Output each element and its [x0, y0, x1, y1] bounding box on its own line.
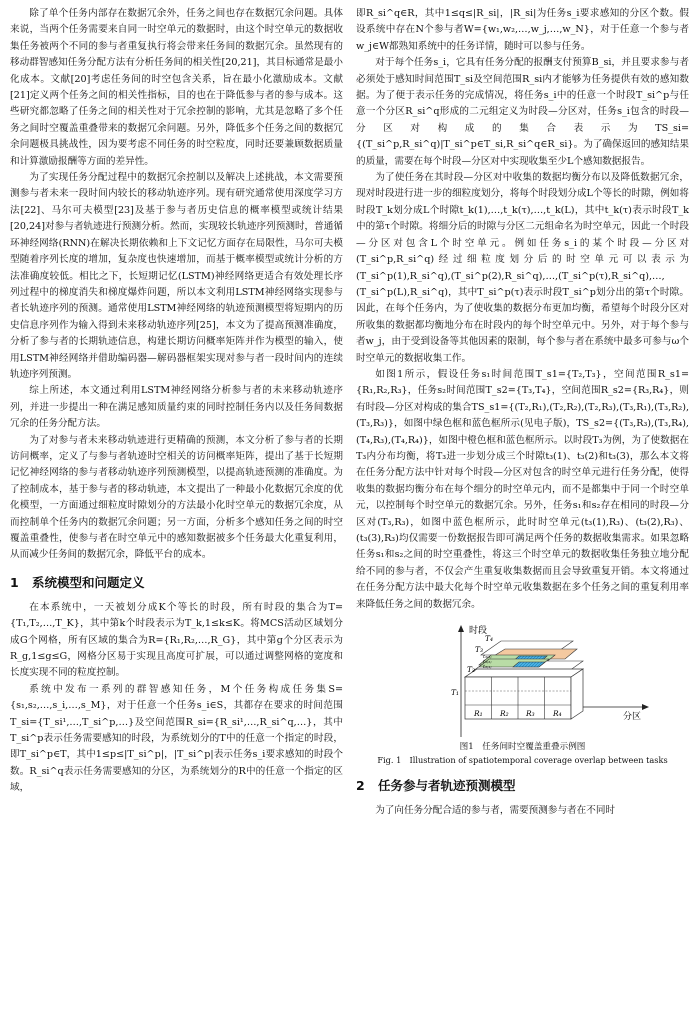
- arrow-icon: [458, 625, 464, 632]
- paragraph: 在本系统中，一天被划分成K个等长的时段，所有时段的集合为T={T₁,T₂,…,T_K}，其中第k个时段表示为T_k,1≤k≤K。将MCS活动区域划分成G个网格，所有区域的集合为R={R₁,R₂,…,R_G}，其中第g个分区表示为R_g,1≤g≤G，网格分区易于实现且高度可扩展，可以通过调整网格的宽度和长度实现不同的粒度控制。: [10, 601, 343, 679]
- region-axis-label: 分区: [622, 712, 641, 723]
- left-column: [10, 6, 343, 797]
- block-top: [465, 669, 583, 677]
- section-title: 系统模型和问题定义: [32, 574, 145, 590]
- block-side: [571, 669, 583, 719]
- paragraph: 除了单个任务内部存在数据冗余外，任务之间也存在数据冗余问题。具体来说，当两个任务需要来自同一时空单元的数据时，由这个时空单元的数据收集任务被两个不同的参与者重复执行将会带来任务间的数据冗余。虽然现有的移动群智感知任务分配方法有分析任务间的相关性[20,21]，其目标通常是最小化成本。文献[20]考虑任务间的时空包含关系，旨在最小化激励成本。文献[21]定义两个任务之间的相关性指标，目的也在于降低参与者的参与成本。这些研究都忽略了任务之间的相关性对于冗余控制的影响，尤其是忽略了多个任务之间时空覆盖重叠带来的数据冗余问题。另外，降低多个任务之间的数据冗余问题极具挑战性，因为要考虑不同任务的时空粒度，同时还要兼顾数据质量和计算激励报酬等方面的差异性。: [10, 8, 343, 167]
- figure-caption-zh: 图1 任务间时空覆盖重叠示例图: [459, 742, 586, 753]
- section-heading-2: [356, 777, 689, 795]
- figure-1: [356, 619, 689, 767]
- label-t1: T₁: [450, 688, 459, 698]
- arrow-icon: [642, 704, 649, 710]
- section-number: 1: [10, 574, 19, 590]
- paragraph: 为了使任务在其时段—分区对中收集的数据均衡分布以及降低数据冗余，现对时段进行进一步的细粒度划分，将每个时段划分成L个等长的时隙，例如将时段T_k划分成L个时隙t_k(1),…,t_k(τ),…,t_k(L)，其中t_k(τ)表示时段T_k中的第τ个时隙。将细分后的时隙与分区二元组命名为时空单元，因此一个时段—分区对包含L个时空单元。例如任务s_i的某个时段—分区对(T_si^p,R_si^q)经过细粒度划分后的时空单元可以表示为(T_si^p(1),R_si^q),(T_si^p(2),R_si^q),…,(T_si^p(τ),R_si^q),…,(T_si^p(L),R_si^q)，其中T_si^p(τ)表示时段T_si^p划分出的第τ个时隙。因此，在每个任务内，为了使收集的数据分布更加均衡，希望每个时段分区对所收集的数据都均衡地分布在时段内的每个时空单元中。另外，对于每个参与者w_j，由于受到设备等其他因素的限制，每个参与者在系统中最多可参与ω个时空单元的数据收集工作。: [356, 172, 689, 364]
- paragraph: 为了对参与者未来移动轨迹进行更精确的预测，本文分析了参与者的长期访问概率，定义了与参与者轨迹时空相关的访问概率矩阵，提出了基于长短期记忆神经网络的参与者移动轨迹序列预测模型，以提高轨迹预测的准确度。为了控制成本，基于参与者的移动轨迹，本文提出了一种最小化数据冗余度的优化模型，一方面通过细粒度时隙划分的方法最小化时空单元的数据冗余度，从而控制单个任务内的数据冗余问题；另一方面，分析多个感知任务之间的时空覆盖重叠性，使参与者在时空单元中的感知数据被多个任务最大化重复利用，从而减少任务间的数据冗余，降低平台的成本。: [10, 434, 343, 561]
- paragraph: 综上所述，本文通过利用LSTM神经网络分析参与者的未来移动轨迹序列，并进一步提出一种在满足感知质量约束的同时控制任务内以及任务间数据冗余的任务分配方法。: [10, 385, 343, 430]
- figure-caption-en: Fig. 1 Illustration of spatiotemporal coverage overlap between tasks: [377, 755, 668, 766]
- right-column: [356, 6, 689, 819]
- overlap-diagram: [393, 619, 653, 739]
- label-t32: t₃₍₂₎: [482, 659, 491, 666]
- label-t31: t₃₍₁₎: [482, 664, 491, 671]
- paragraph: 为了向任务分配合适的参与者，需要预测参与者在不同时: [375, 805, 616, 817]
- section-heading-1: [10, 574, 343, 592]
- overlap-cell-blue-2: [513, 662, 545, 667]
- label-t3: T₃: [474, 645, 483, 655]
- label-r4: R₄: [552, 709, 562, 719]
- label-r2: R₂: [499, 709, 509, 719]
- section-number: 2: [356, 778, 365, 794]
- label-r1: R₁: [473, 709, 483, 719]
- label-t33: t₃₍₃₎: [482, 654, 491, 661]
- paragraph: 系统中发布一系列的群智感知任务，M个任务构成任务集S={s₁,s₂,…,s_i,…,s_M}，对于任意一个任务s_i∈S，其都存在要求的时间范围T_si={T_si¹,…,T_si^p,…}及空间范围R_si={R_si¹,…,R_si^q,…}，其中T_si^p表示任务需要感知的时段，为系统划分的T中的任意一个指定的时段，即T_si^p∈T，其中1≤p≤|T_si^p|，|T_si^p|表示任务s_i要求感知的时段个数。R_si^q表示任务需要感知的分区，为系统划分的R中的任意一个指定的区域，: [10, 683, 343, 794]
- time-axis-label: 时段: [468, 626, 487, 637]
- paragraph: 如图1所示，假设任务s₁时间范围T_s1={T₂,T₃}，空间范围R_s1={R₁,R₂,R₃}，任务s₂时间范围T_s2={T₃,T₄}，空间范围R_s2={R₃,R₄}，则有时段—分区对构成的集合TS_s1={(T₂,R₁),(T₂,R₂),(T₂,R₃),(T₃,R₁),(T₃,R₂),(T₃,R₃)}，如图中绿色框和蓝色框所示(见电子版)，TS_s2={(T₃,R₃),(T₃,R₄),(T₄,R₃),(T₄,R₄)}，如图中橙色框和蓝色框所示。以时段T₃为例，为了使数据在T₃内分布均衡，将T₃进一步划分成三个时隙t₃(1)、t₃(2)和t₃(3)，那么本文将在任务分配方法中针对每个时段—分区对包含的时空单元进行任务分配，使得收集的数据均衡分布在每个细分的时空单元内，而不是都集中于同一个时空单元，以控制每个时空单元的数据冗余。另外，任务s₁和s₂存在相同的时段—分区对(T₃,R₃)，如图中蓝色框所示，此时时空单元(t₃(1),R₃)、(t₃(2),R₃)、(t₃(3),R₃)均仅需要一份数据报告即可满足两个任务的数据收集需求。如果忽略任务s₁和s₂之间的时空重叠性，将这三个时空单元的数据收集任务独立地分配给不同的参与者，不仅会产生重复收集数据而且会导致重复开销。本文将通过在任务分配方法中最大化每个时空单元收集数据在多个任务之间的重复利用率来降低任务之间的数据冗余。: [356, 368, 689, 610]
- paragraph: 即R_si^q∈R，其中1≤q≤|R_si|，|R_si|为任务s_i要求感知的分区个数。假设系统中存在N个参与者W={w₁,w₂,…,w_j,…,w_N}，对于任意一个参与者w_j∈W都熟知系统中的任务详情，随时可以参与任务。: [356, 8, 689, 52]
- section-title: 任务参与者轨迹预测模型: [378, 778, 516, 794]
- label-t4: T₄: [484, 634, 493, 644]
- paragraph: 对于每个任务s_i，它具有任务分配的报酬支付预算B_si，并且要求参与者必须处于感知时间范围T_si及空间范围R_si内才能够为任务提供有效的感知数据。为了便于表示任务的完成情况，将任务s_i中的任意一个时段T_si^p与任意一个分区R_si^q形成的二元组定义为时段—分区对，任务s_i包含的时段—分区对构成的集合表示为TS_si={(T_si^p,R_si^q)|T_si^p∈T_si,R_si^q∈R_si}。为了确保返回的感知结果的质量，需要在每个时段—分区对中实现收集至少L个感知数据报告。: [356, 57, 689, 167]
- label-t2: T₂: [466, 665, 475, 675]
- paragraph: 为了实现任务分配过程中的数据冗余控制以及解决上述挑战，本文需要预测参与者未来一段时间内较长的移动轨迹序列。现有研究通常使用深度学习方法[22]、马尔可夫模型[23]及基于参与者历史信息的概率模型或统计结果[20,24]对参与者轨迹进行预测分析。然而，实现较长轨迹序列预测时，普通循环神经网络(RNN)在解决长期依赖和上下文记忆方面存在局限性，马尔可夫模型随着序列长度的增加，复杂度也快速增加，而基于概率模型或统计分析的方法准确度较低。相比之下，长短期记忆(LSTM)神经网络更适合有效处理长序列过程中的梯度消失和梯度爆炸问题，所以本文利用LSTM神经网络实现参与者长轨迹序列的预测。通常使用LSTM神经网络的轨迹预测模型将短期内的历史信息序列作为输入得到未来移动轨迹序列[25]，本文为了提高预测准确度，分析了参与者的长期轨迹信息，构建长期访问概率矩阵并作为模型的输入，使用LSTM神经网络并借助编码器—解码器框架实现对参与者一段时间内的连续轨迹序列预测。: [10, 172, 343, 380]
- label-r3: R₃: [525, 709, 535, 719]
